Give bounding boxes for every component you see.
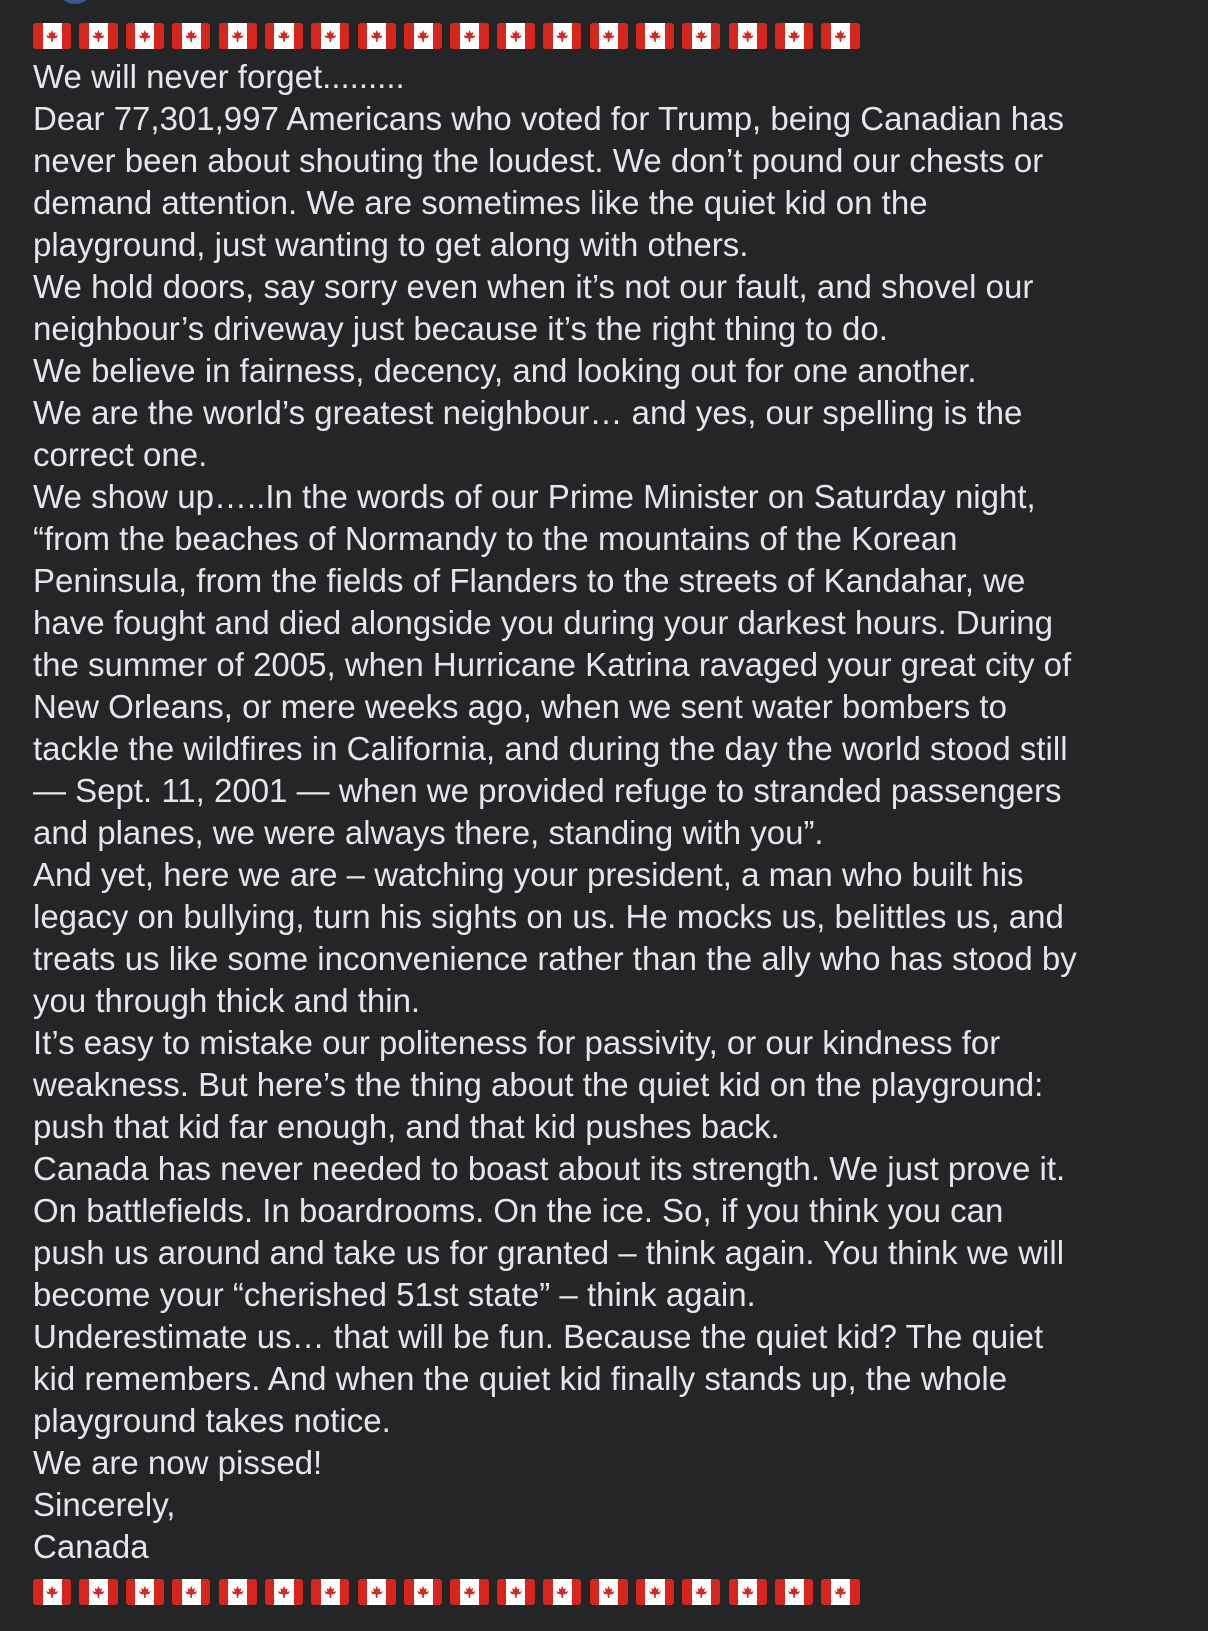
canada-flag-icon	[543, 1579, 581, 1605]
avatar[interactable]	[58, 0, 92, 4]
canada-flag-icon	[682, 1579, 720, 1605]
post-text-line: become your “cherished 51st state” – think again.	[33, 1276, 756, 1313]
canada-flag-icon	[358, 1579, 396, 1605]
post-text-line: We will never forget.........	[33, 58, 405, 95]
post-content	[33, 20, 1183, 1608]
post-text-line: — Sept. 11, 2001 — when we provided refuge to stranded passengers	[33, 772, 1062, 809]
canada-flag-icon	[450, 1579, 488, 1605]
post-text-line: And yet, here we are – watching your president, a man who built his	[33, 856, 1024, 893]
canada-flag-icon	[450, 23, 488, 49]
canada-flag-icon	[172, 23, 210, 49]
post-text-line: tackle the wildfires in California, and during the day the world stood still	[33, 730, 1068, 767]
post-text-line: Canada has never needed to boast about its strength. We just prove it.	[33, 1150, 1066, 1187]
post-text-line: New Orleans, or mere weeks ago, when we sent water bombers to	[33, 688, 1007, 725]
canada-flag-icon	[79, 1579, 117, 1605]
canada-flag-icon	[126, 1579, 164, 1605]
canada-flag-icon	[682, 23, 720, 49]
canada-flag-icon	[219, 1579, 257, 1605]
post-text-line: legacy on bullying, turn his sights on us. He mocks us, belittles us, and	[33, 898, 1064, 935]
post-text-line: weakness. But here’s the thing about the quiet kid on the playground:	[33, 1066, 1044, 1103]
canada-flag-icon	[821, 1579, 859, 1605]
post-text-line: It’s easy to mistake our politeness for passivity, or our kindness for	[33, 1024, 1001, 1061]
post-text-line: We are now pissed!	[33, 1444, 323, 1481]
canada-flag-icon	[265, 23, 303, 49]
post-text-line: We believe in fairness, decency, and looking out for one another.	[33, 352, 977, 389]
post-text-line: Canada	[33, 1528, 149, 1565]
post-text-line: push us around and take us for granted – think again. You think we will	[33, 1234, 1065, 1271]
canada-flag-icon	[358, 23, 396, 49]
post-text-line: Dear 77,301,997 Americans who voted for Trump, being Canadian has	[33, 100, 1064, 137]
post-text	[33, 56, 1183, 1568]
post-text-line: playground takes notice.	[33, 1402, 391, 1439]
post-text-line: Sincerely,	[33, 1486, 176, 1523]
post-text-line: Underestimate us… that will be fun. Because the quiet kid? The quiet	[33, 1318, 1044, 1355]
canada-flag-icon	[33, 1579, 71, 1605]
canada-flag-icon	[775, 1579, 813, 1605]
post-text-line: treats us like some inconvenience rather than the ally who has stood by	[33, 940, 1077, 977]
canada-flag-icon	[311, 23, 349, 49]
canada-flag-icon	[79, 23, 117, 49]
canada-flag-icon	[219, 23, 257, 49]
canada-flag-icon	[404, 1579, 442, 1605]
canada-flag-icon	[729, 23, 767, 49]
canada-flag-icon	[265, 1579, 303, 1605]
post-text-line: Peninsula, from the fields of Flanders to the streets of Kandahar, we	[33, 562, 1026, 599]
post-text-line: never been about shouting the loudest. We don’t pound our chests or	[33, 142, 1044, 179]
post-text-line: kid remembers. And when the quiet kid finally stands up, the whole	[33, 1360, 1008, 1397]
post-text-line: We hold doors, say sorry even when it’s not our fault, and shovel our	[33, 268, 1034, 305]
post-text-line: have fought and died alongside you during your darkest hours. During	[33, 604, 1054, 641]
post-text-line: correct one.	[33, 436, 208, 473]
post-text-line: We show up…..In the words of our Prime Minister on Saturday night,	[33, 478, 1036, 515]
canada-flag-icon	[590, 23, 628, 49]
canada-flag-icon	[126, 23, 164, 49]
canada-flag-icon	[404, 23, 442, 49]
canada-flag-icon	[33, 23, 71, 49]
canada-flag-icon	[172, 1579, 210, 1605]
post-text-line: On battlefields. In boardrooms. On the ice. So, if you think you can	[33, 1192, 1004, 1229]
canada-flag-icon	[775, 23, 813, 49]
post-text-line: you through thick and thin.	[33, 982, 421, 1019]
canada-flag-icon	[821, 23, 859, 49]
canada-flag-icon	[497, 1579, 535, 1605]
canada-flag-icon	[311, 1579, 349, 1605]
post-text-line: We are the world’s greatest neighbour… and yes, our spelling is the	[33, 394, 1023, 431]
post-text-line: “from the beaches of Normandy to the mountains of the Korean	[33, 520, 958, 557]
canada-flag-icon	[729, 1579, 767, 1605]
post-text-line: push that kid far enough, and that kid pushes back.	[33, 1108, 780, 1145]
flag-row-top	[33, 20, 1183, 52]
canada-flag-icon	[497, 23, 535, 49]
canada-flag-icon	[636, 1579, 674, 1605]
post-text-line: demand attention. We are sometimes like the quiet kid on the	[33, 184, 928, 221]
post-text-line: and planes, we were always there, standing with you”.	[33, 814, 824, 851]
post-text-line: playground, just wanting to get along with others.	[33, 226, 749, 263]
post-text-line: neighbour’s driveway just because it’s the right thing to do.	[33, 310, 888, 347]
canada-flag-icon	[636, 23, 674, 49]
canada-flag-icon	[590, 1579, 628, 1605]
canada-flag-icon	[543, 23, 581, 49]
post-text-line: the summer of 2005, when Hurricane Katrina ravaged your great city of	[33, 646, 1072, 683]
flag-row-bottom	[33, 1576, 1183, 1608]
